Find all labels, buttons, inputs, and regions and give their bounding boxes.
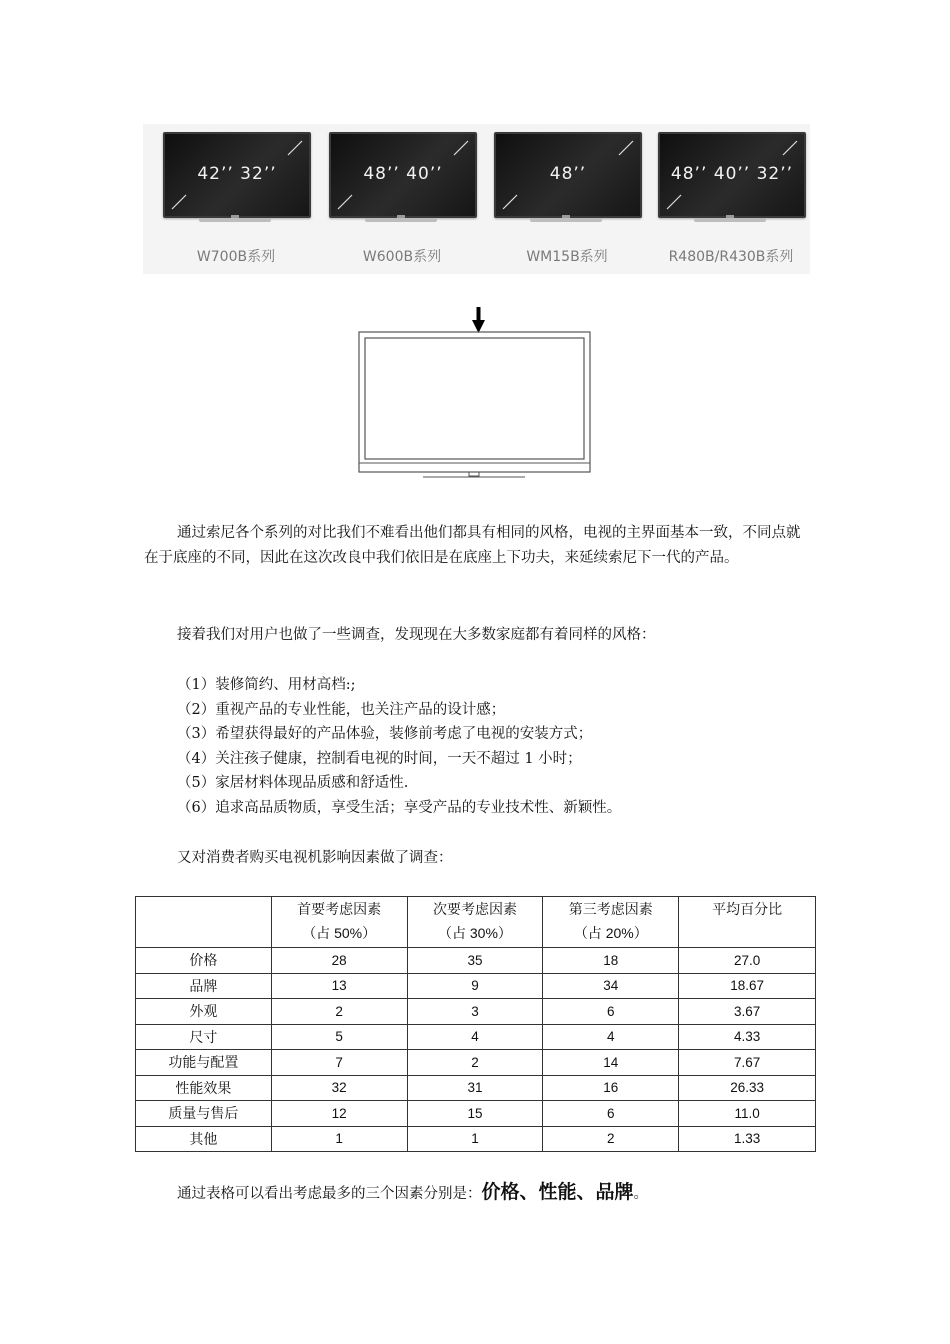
table-header-cell: 平均百分比 (679, 897, 816, 948)
table-cell: 4 (543, 1024, 679, 1050)
list-item: （5）家居材料体现品质感和舒适性. (177, 775, 409, 791)
table-header-cell: 次要考虑因素 （占 30%） (407, 897, 543, 948)
tv-size-label: 48’’ 40’’ (363, 164, 443, 184)
tv-series-wm15b (492, 132, 642, 272)
table-cell: 4.33 (679, 1024, 816, 1050)
table-row-label: 品牌 (136, 973, 272, 999)
conclusion-suffix: 。 (633, 1186, 649, 1202)
tv-size-label: 48’’ 40’’ 32’’ (670, 164, 794, 184)
table-cell: 13 (271, 973, 407, 999)
table-cell: 4 (407, 1024, 543, 1050)
tv-series-w600b (327, 132, 477, 272)
diagonal-arrow-icon (618, 140, 634, 156)
diagonal-arrow-icon (666, 194, 682, 210)
list-item: （1）装修简约、用材高档:; (177, 677, 356, 693)
table-cell: 7.67 (679, 1050, 816, 1076)
table-cell: 18 (543, 948, 679, 974)
tv-stand (199, 218, 271, 222)
tv-stand (530, 218, 602, 222)
table-cell: 2 (407, 1050, 543, 1076)
tv-outline-sketch (355, 305, 595, 480)
table-row-label: 尺寸 (136, 1024, 272, 1050)
diagonal-arrow-icon (287, 140, 303, 156)
table-cell: 32 (271, 1075, 407, 1101)
table-row-label: 价格 (136, 948, 272, 974)
table-cell: 9 (407, 973, 543, 999)
diagonal-arrow-icon (502, 194, 518, 210)
table-cell: 31 (407, 1075, 543, 1101)
tv-screen (329, 132, 477, 218)
table-cell: 6 (543, 1101, 679, 1127)
list-item: （3）希望获得最好的产品体验，装修前考虑了电视的安装方式； (177, 726, 593, 742)
table-cell: 11.0 (679, 1101, 816, 1127)
table-cell: 1.33 (679, 1126, 816, 1152)
tv-stand (694, 218, 766, 222)
diagonal-arrow-icon (337, 194, 353, 210)
table-row (136, 973, 816, 999)
tv-series-name: W600B系列 (362, 249, 442, 265)
table-row (136, 1050, 816, 1076)
table-cell: 2 (543, 1126, 679, 1152)
table-row-label: 功能与配置 (136, 1050, 272, 1076)
table-row (136, 948, 816, 974)
table-cell: 6 (543, 999, 679, 1025)
conclusion-emphasis: 价格、性能、品牌 (481, 1181, 634, 1203)
table-cell: 35 (407, 948, 543, 974)
table-header-cell: 第三考虑因素 （占 20%） (543, 897, 679, 948)
paragraph-factors-intro: 又对消费者购买电视机影响因素做了调查： (177, 850, 453, 866)
table-row-label: 外观 (136, 999, 272, 1025)
table-cell: 1 (271, 1126, 407, 1152)
table-cell: 7 (271, 1050, 407, 1076)
tv-screen (163, 132, 311, 218)
findings-list (177, 673, 817, 820)
table-cell: 18.67 (679, 973, 816, 999)
paragraph-survey-intro: 接着我们对用户也做了一些调查，发现现在大多数家庭都有着同样的风格： (177, 627, 656, 643)
table-cell: 2 (271, 999, 407, 1025)
list-item: （2）重视产品的专业性能，也关注产品的设计感； (177, 701, 506, 718)
table-cell: 27.0 (679, 948, 816, 974)
tv-size-label: 48’’ (549, 164, 587, 184)
table-row (136, 999, 816, 1025)
table-header-row (136, 897, 816, 948)
table-cell: 3 (407, 999, 543, 1025)
conclusion-paragraph (177, 1177, 648, 1204)
table-row-label: 质量与售后 (136, 1101, 272, 1127)
tv-screen (658, 132, 806, 218)
tv-series-name: W700B系列 (196, 249, 276, 265)
table-cell: 1 (407, 1126, 543, 1152)
tv-series-r480b (656, 132, 806, 272)
table-header-cell: 首要考虑因素 （占 50%） (271, 897, 407, 948)
table-row (136, 1126, 816, 1152)
tv-stand (365, 218, 437, 222)
list-item: （4）关注孩子健康，控制看电视的时间，一天不超过 1 小时； (177, 750, 582, 767)
diagonal-arrow-icon (171, 194, 187, 210)
table-row-label: 性能效果 (136, 1075, 272, 1101)
list-item: （6）追求高品质物质，享受生活；享受产品的专业技术性、新颖性。 (177, 799, 622, 816)
table-cell: 5 (271, 1024, 407, 1050)
table-cell: 14 (543, 1050, 679, 1076)
table-cell: 15 (407, 1101, 543, 1127)
table-row (136, 1101, 816, 1127)
table-row (136, 1075, 816, 1101)
conclusion-text: 通过表格可以看出考虑最多的三个因素分别是： (177, 1186, 482, 1202)
tv-series-name: WM15B系列 (526, 249, 608, 265)
table-cell: 34 (543, 973, 679, 999)
table-cell: 28 (271, 948, 407, 974)
diagonal-arrow-icon (782, 140, 798, 156)
tv-size-label: 42’’ 32’’ (197, 164, 277, 184)
table-cell: 3.67 (679, 999, 816, 1025)
tv-series-name: R480B/R430B系列 (668, 249, 794, 265)
table-row-label: 其他 (136, 1126, 272, 1152)
tv-screen (494, 132, 642, 218)
purchase-factors-table (135, 896, 816, 1152)
tv-series-image (143, 124, 810, 274)
tv-series-w700b (161, 132, 311, 272)
table-cell: 26.33 (679, 1075, 816, 1101)
table-header-cell (136, 897, 272, 948)
table-cell: 16 (543, 1075, 679, 1101)
diagonal-arrow-icon (453, 140, 469, 156)
table-row (136, 1024, 816, 1050)
paragraph-comparison: 通过索尼各个系列的对比我们不难看出他们都具有相同的风格，电视的主界面基本一致，不同点就在于底座的不同，因此在这次改良中我们依旧是在底座上下功夫，来延续索尼下一代的产品。 (144, 525, 801, 566)
table-cell: 12 (271, 1101, 407, 1127)
down-arrow-icon (472, 307, 485, 333)
